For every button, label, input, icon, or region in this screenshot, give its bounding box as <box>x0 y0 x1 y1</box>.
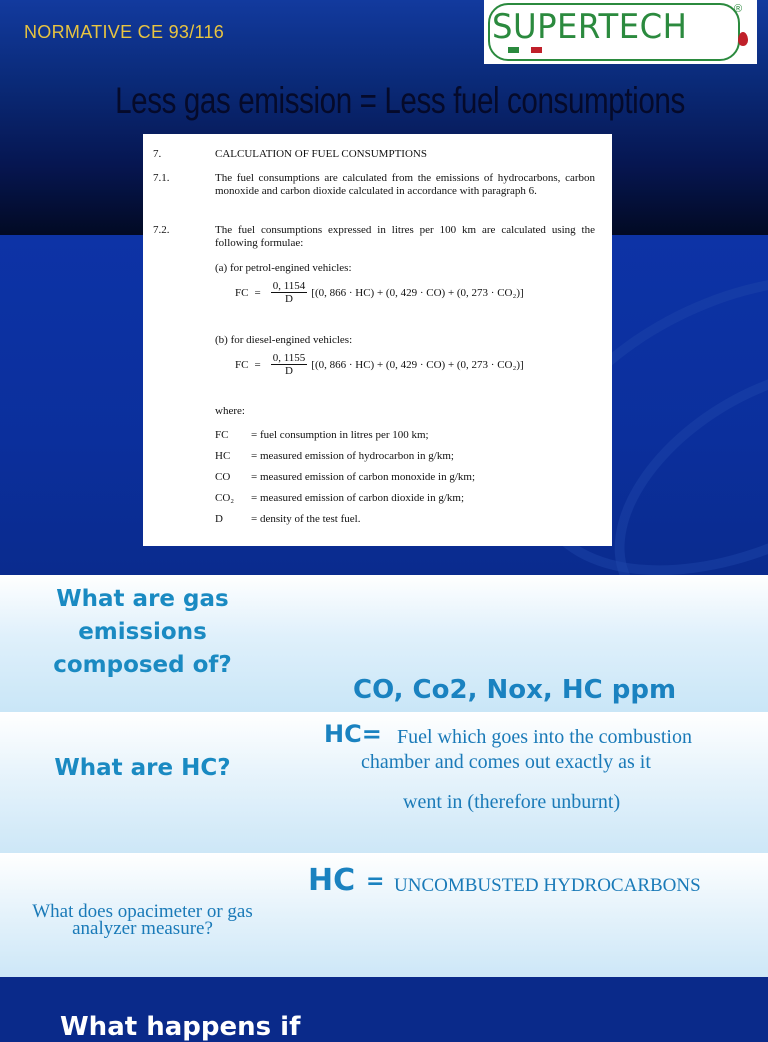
definition-value: = fuel consumption in litres per 100 km; <box>251 429 429 441</box>
drop-icon <box>738 32 748 46</box>
formula-fc: FC <box>235 286 249 299</box>
definition-value: = measured emission of hydrocarbon in g/km; <box>251 450 454 462</box>
formula-fraction <box>271 280 308 305</box>
formula-eq: = <box>254 286 261 299</box>
normative-label: NORMATIVE CE 93/116 <box>24 22 225 42</box>
formula-eq: = <box>254 358 261 371</box>
answer-measure-label: HC <box>308 863 356 898</box>
definition-key: D <box>215 513 223 525</box>
definition-value: = measured emission of carbon monoxide in g/km; <box>251 471 476 483</box>
section-text: The fuel consumptions are calculated from the emissions of hydrocarbons, carbon monoxide and carbon dioxide calculated in accordance with paragraph 6. <box>215 172 595 197</box>
formula-b-label: (b) for diesel-engined vehicles: <box>215 334 353 346</box>
section-number: 7.1. <box>153 172 170 184</box>
qa-band <box>0 575 768 712</box>
headline: Less gas emission = Less fuel consumptions <box>115 80 685 121</box>
section-title: CALCULATION OF FUEL CONSUMPTIONS <box>215 148 427 160</box>
answer-hc-line: went in (therefore unburnt) <box>403 791 621 813</box>
fraction-numerator: 0, 1154 <box>272 280 306 292</box>
formula-rest: [(0, 866 · HC) + (0, 429 · CO) + (0, 273 · CO₂)] <box>311 358 524 371</box>
fraction-numerator: 0, 1155 <box>272 352 306 364</box>
definition-key: HC <box>215 450 231 462</box>
registered-mark: ® <box>734 3 743 15</box>
section-text: The fuel consumptions expressed in litres per 100 km are calculated using the following formulae: <box>215 224 595 249</box>
answer-measure-text: UNCOMBUSTED HYDROCARBONS <box>394 875 701 896</box>
answer-hc-line: Fuel which goes into the combustion <box>397 726 692 748</box>
fraction-denominator: D <box>285 293 293 305</box>
formula-fraction <box>271 352 308 377</box>
definition-key: FC <box>215 429 229 441</box>
section-number: 7. <box>153 148 162 160</box>
qa-band <box>0 712 768 853</box>
answer-hc-label: HC= <box>324 720 382 748</box>
formula-petrol <box>235 280 524 305</box>
logo-text: SUPERTECH <box>492 7 688 47</box>
definition-key: CO <box>215 471 231 483</box>
answer-measure-eq: = <box>366 869 385 894</box>
formula-rest: [(0, 866 · HC) + (0, 429 · CO) + (0, 273 · CO₂)] <box>311 286 524 299</box>
definition-value: = measured emission of carbon dioxide in g/km; <box>251 492 465 504</box>
question-composition: What are gas emissions composed of? <box>53 586 232 678</box>
where-label: where: <box>215 405 245 417</box>
supertech-logo <box>484 0 757 64</box>
question-measure: What does opacimeter or gas analyzer measure? <box>32 901 253 939</box>
question-partial: What happens if <box>60 1012 301 1042</box>
qa-band <box>0 853 768 977</box>
answer-hc-line: chamber and comes out exactly as it <box>361 751 651 773</box>
regulation-excerpt <box>143 134 612 546</box>
question-hc: What are HC? <box>54 755 231 781</box>
definition-key: CO₂ <box>215 492 235 504</box>
definition-value: = density of the test fuel. <box>251 513 361 525</box>
formula-a-label: (a) for petrol-engined vehicles: <box>215 262 352 274</box>
formula-fc: FC <box>235 358 249 371</box>
section-number: 7.2. <box>153 224 170 236</box>
answer-composition: CO, Co2, Nox, HC ppm <box>353 675 677 705</box>
fraction-denominator: D <box>285 365 293 377</box>
formula-diesel <box>235 352 524 377</box>
italian-flag-icon <box>508 47 542 53</box>
